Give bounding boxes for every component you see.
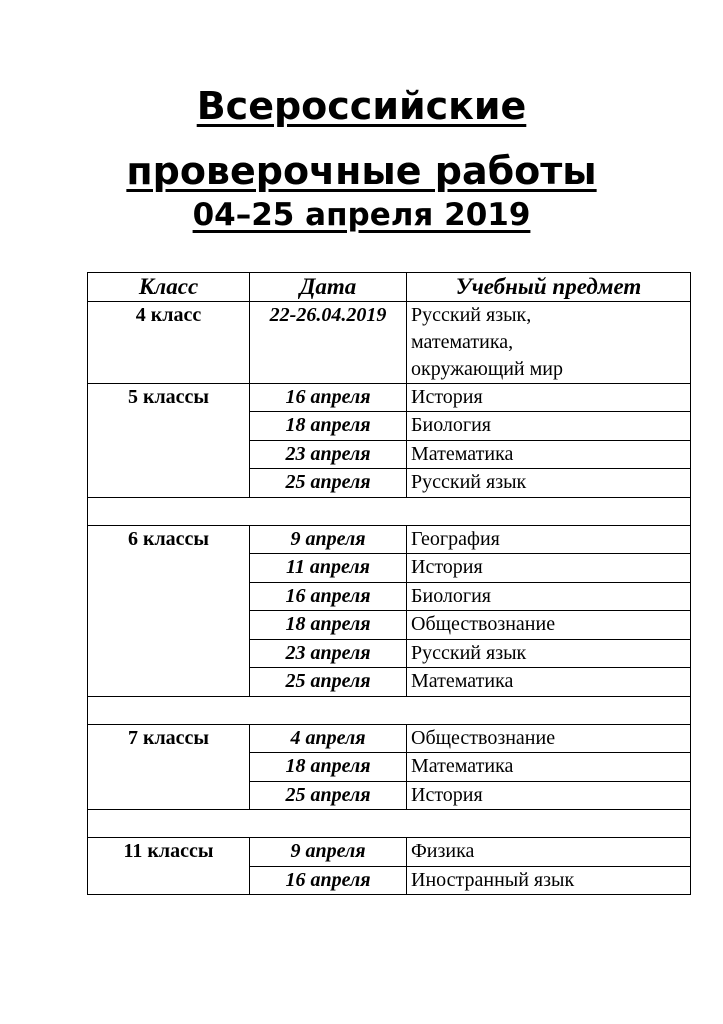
date-cell: 22-26.04.2019 (250, 301, 407, 383)
spacer-row (88, 497, 691, 525)
date-cell: 23 апреля (250, 639, 407, 668)
date-cell: 25 апреля (250, 781, 407, 810)
date-cell: 16 апреля (250, 582, 407, 611)
subject-cell: Математика (407, 668, 691, 697)
title-line-1: Всероссийские (196, 84, 527, 128)
subject-cell: Биология (407, 582, 691, 611)
subject-cell: Математика (407, 753, 691, 782)
subject-cell: Биология (407, 412, 691, 441)
title-line-2: проверочные работы (126, 149, 597, 193)
subject-cell: История (407, 781, 691, 810)
header-subject: Учебный предмет (407, 273, 691, 302)
class-cell-4: 4 класс (88, 301, 250, 383)
class-cell-6: 6 классы (88, 525, 250, 696)
date-cell: 23 апреля (250, 440, 407, 469)
date-cell: 18 апреля (250, 412, 407, 441)
table-row (88, 838, 691, 867)
subject-cell: Обществознание (407, 724, 691, 753)
spacer-cell (88, 497, 691, 525)
date-cell: 18 апреля (250, 753, 407, 782)
header-class: Класс (88, 273, 250, 302)
class-cell-7: 7 классы (88, 724, 250, 810)
spacer-cell (88, 810, 691, 838)
date-cell: 9 апреля (250, 838, 407, 867)
class-cell-11: 11 классы (88, 838, 250, 895)
spacer-row (88, 810, 691, 838)
date-cell: 9 апреля (250, 525, 407, 554)
subject-cell: История (407, 554, 691, 583)
date-cell: 11 апреля (250, 554, 407, 583)
date-cell: 18 апреля (250, 611, 407, 640)
header-row (88, 273, 691, 302)
date-cell: 16 апреля (250, 383, 407, 412)
subject-cell (407, 301, 691, 383)
subject-cell: Математика (407, 440, 691, 469)
table-row (88, 724, 691, 753)
table-row (88, 525, 691, 554)
spacer-row (88, 696, 691, 724)
subject-line: математика, (411, 330, 514, 353)
date-cell: 4 апреля (250, 724, 407, 753)
title-date-range: 04–25 апреля 2019 (192, 197, 531, 233)
subject-cell: Физика (407, 838, 691, 867)
subject-cell: География (407, 525, 691, 554)
header-date: Дата (250, 273, 407, 302)
spacer-cell (88, 696, 691, 724)
subject-cell: Русский язык (407, 639, 691, 668)
subject-cell: Иностранный язык (407, 866, 691, 895)
date-cell: 25 апреля (250, 668, 407, 697)
date-cell: 16 апреля (250, 866, 407, 895)
subject-line: окружающий мир (411, 357, 563, 380)
table-row (88, 301, 691, 383)
class-cell-5: 5 классы (88, 383, 250, 497)
table-row (88, 383, 691, 412)
subject-line: Русский язык, (411, 303, 532, 326)
subject-cell: Обществознание (407, 611, 691, 640)
subject-cell: История (407, 383, 691, 412)
schedule-table (87, 272, 691, 895)
subject-cell: Русский язык (407, 469, 691, 498)
date-cell: 25 апреля (250, 469, 407, 498)
